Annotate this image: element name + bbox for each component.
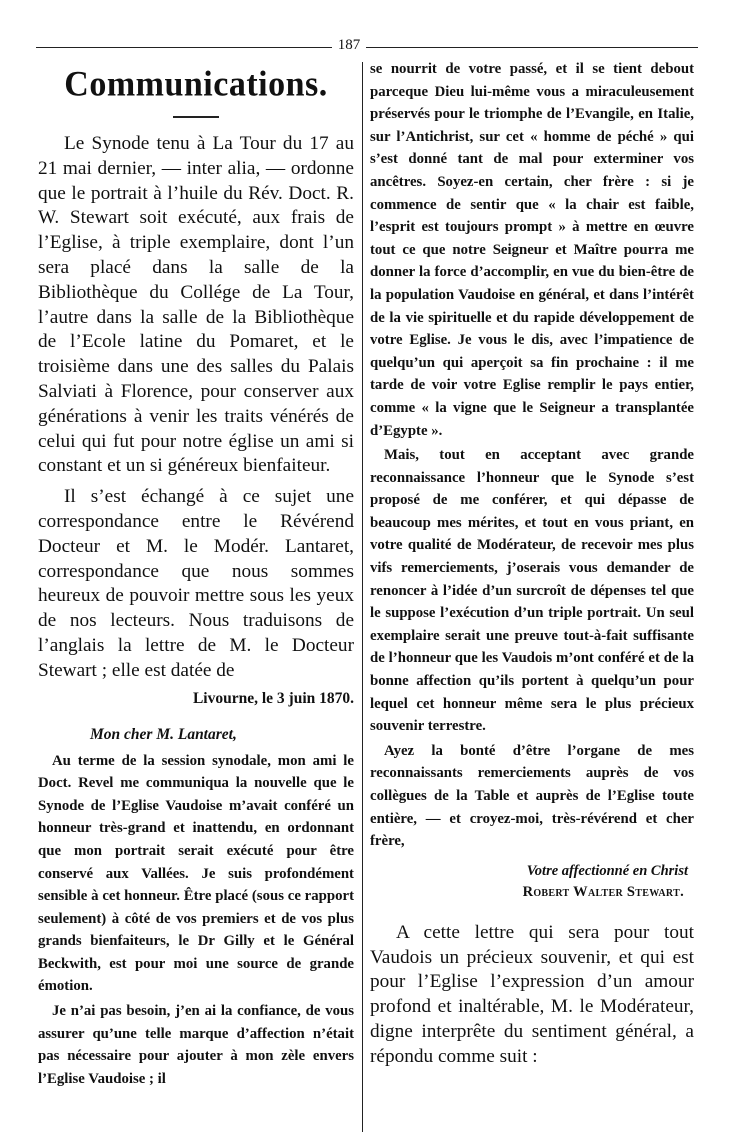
header-rule-left (36, 47, 332, 48)
letter-body-right (370, 58, 694, 853)
letter-paragraph: Au terme de la session synodale, mon ami le Doct. Revel me communiqua la nouvelle que le Synode de l’Eglise Vaudoise m’avait conféré un honneur très-grand et inattendu, en ordonnant que mon portrait serait exécuté pour être conservé aux Vallées. Je suis profondément sensible à cet honneur. Être placé (sous ce rapport seulement) à côté de vos premiers et de vos plus grands bienfaiteurs, le Dr Gilly et le Général Beckwith, est pour moi une source de grande émotion. (38, 752, 354, 995)
letter-body-left (38, 750, 354, 1091)
right-column (370, 58, 694, 1076)
left-column (38, 58, 354, 1092)
page-number: 187 (337, 37, 361, 53)
letter-signature: Robert Walter Stewart. (522, 883, 684, 900)
intro-paragraph-2: Il s’est échangé à ce sujet une correspondance entre le Révérend Docteur et M. le Modér. Lantaret, correspondance que nous sommes heureux de pouvoir mettre sous les yeux de nos lecteurs. Nous traduisons de l’anglais la lettre de M. le Docteur Stewart ; elle est datée de (38, 486, 354, 681)
intro-paragraph-1: Le Synode tenu à La Tour du 17 au 21 mai dernier, — inter alia, — ordonne que le portrait à l’huile du Rév. Doct. R. W. Stewart soit exécuté, aux frais de l’Eglise, à triple exemplaire, dont l’un sera placé dans la salle de la Bibliothèque du Collége de La Tour, l’autre dans la salle de la Bibliothèque de l’Ecole latine du Pomaret, et le troisième dans une des salles du Palais Salviati à Florence, pour conserver aux générations à venir les traits vénérés de celui qui fut pour notre église un ami si constant et un si généreux bienfaiteur. (38, 133, 354, 477)
letter-salutation: Mon cher M. Lantaret, (90, 725, 237, 743)
section-title: Communications. (64, 65, 328, 104)
letter-paragraph: Ayez la bonté d’être l’organe de mes reconnaissants remerciements auprès de vos collègues de la Table et auprès de l’Eglise toute entière, — et croyez-moi, très-révérend et cher frère, (370, 742, 694, 850)
editorial-text (370, 921, 694, 1070)
letter-paragraph: Mais, tout en acceptant avec grande reconnaissance l’honneur que le Synode s’est proposé de me conférer, et qui dépasse de beaucoup mes mérites, et tout en vous priant, en votre qualité de Modérateur, de recevoir mes plus vifs remerciements, j’oserais vous demander de renoncer à l’idée d’un surcroît de dépenses tel que le suppose l’exécution d’un triple portrait. Un seul exemplaire serait une preuve tout-à-fait suffisante de l’honneur que les Vaudois m’ont conféré et de la bonne affection qu’ils portent à quelqu’un pour lequel cet honneur même sera le plus précieux souvenir terrestre. (370, 447, 694, 735)
intro-text (38, 132, 354, 684)
letter-closing: Votre affectionné en Christ (526, 862, 688, 879)
column-divider (362, 62, 363, 1132)
letter-dateline: Livourne, le 3 juin 1870. (192, 689, 354, 707)
letter-paragraph: Je n’ai pas besoin, j’en ai la confiance, de vous assurer qu’une telle marque d’affection n’était pas nécessaire pour ajouter à mon zèle envers l’Eglise Vaudoise ; il (38, 1003, 354, 1087)
header-rule-right (366, 47, 698, 48)
page-header (36, 35, 698, 55)
letter-continuation: se nourrit de votre passé, et il se tient debout parceque Dieu lui-même vous a miraculeusement préservés pour le triomphe de l’Evangile, en Italie, sur l’Antichrist, sur cet « homme de péché » qui s’est donné tant de mal pour exterminer vos ancêtres. Soyez-en certain, cher frère : si je commence de sentir que « la chair est faible, l’esprit est toujours prompt » à mettre en œuvre tout ce que notre Seigneur et Maître pourra me donner la force d’accomplir, en vue du bien-être de la population Vaudoise en général, et dans l’intérêt de la vie spirituelle et du rapide développement de votre Eglise. Je vous le dis, avec l’impatience de quelqu’un qui aperçoit sa fin prochaine : il me tarde de voir votre Eglise remplir le pays entier, comme « la vigne que le Seigneur a transplantée d’Egypte ». (370, 61, 694, 439)
editorial-paragraph: A cette lettre qui sera pour tout Vaudois un précieux souvenir, et qui est pour l’Eglise l’expression d’un amour profond et inaltérable, M. le Modérateur, digne interprête du sentiment général, a répondu comme suit : (370, 921, 694, 1067)
title-divider (173, 116, 219, 118)
